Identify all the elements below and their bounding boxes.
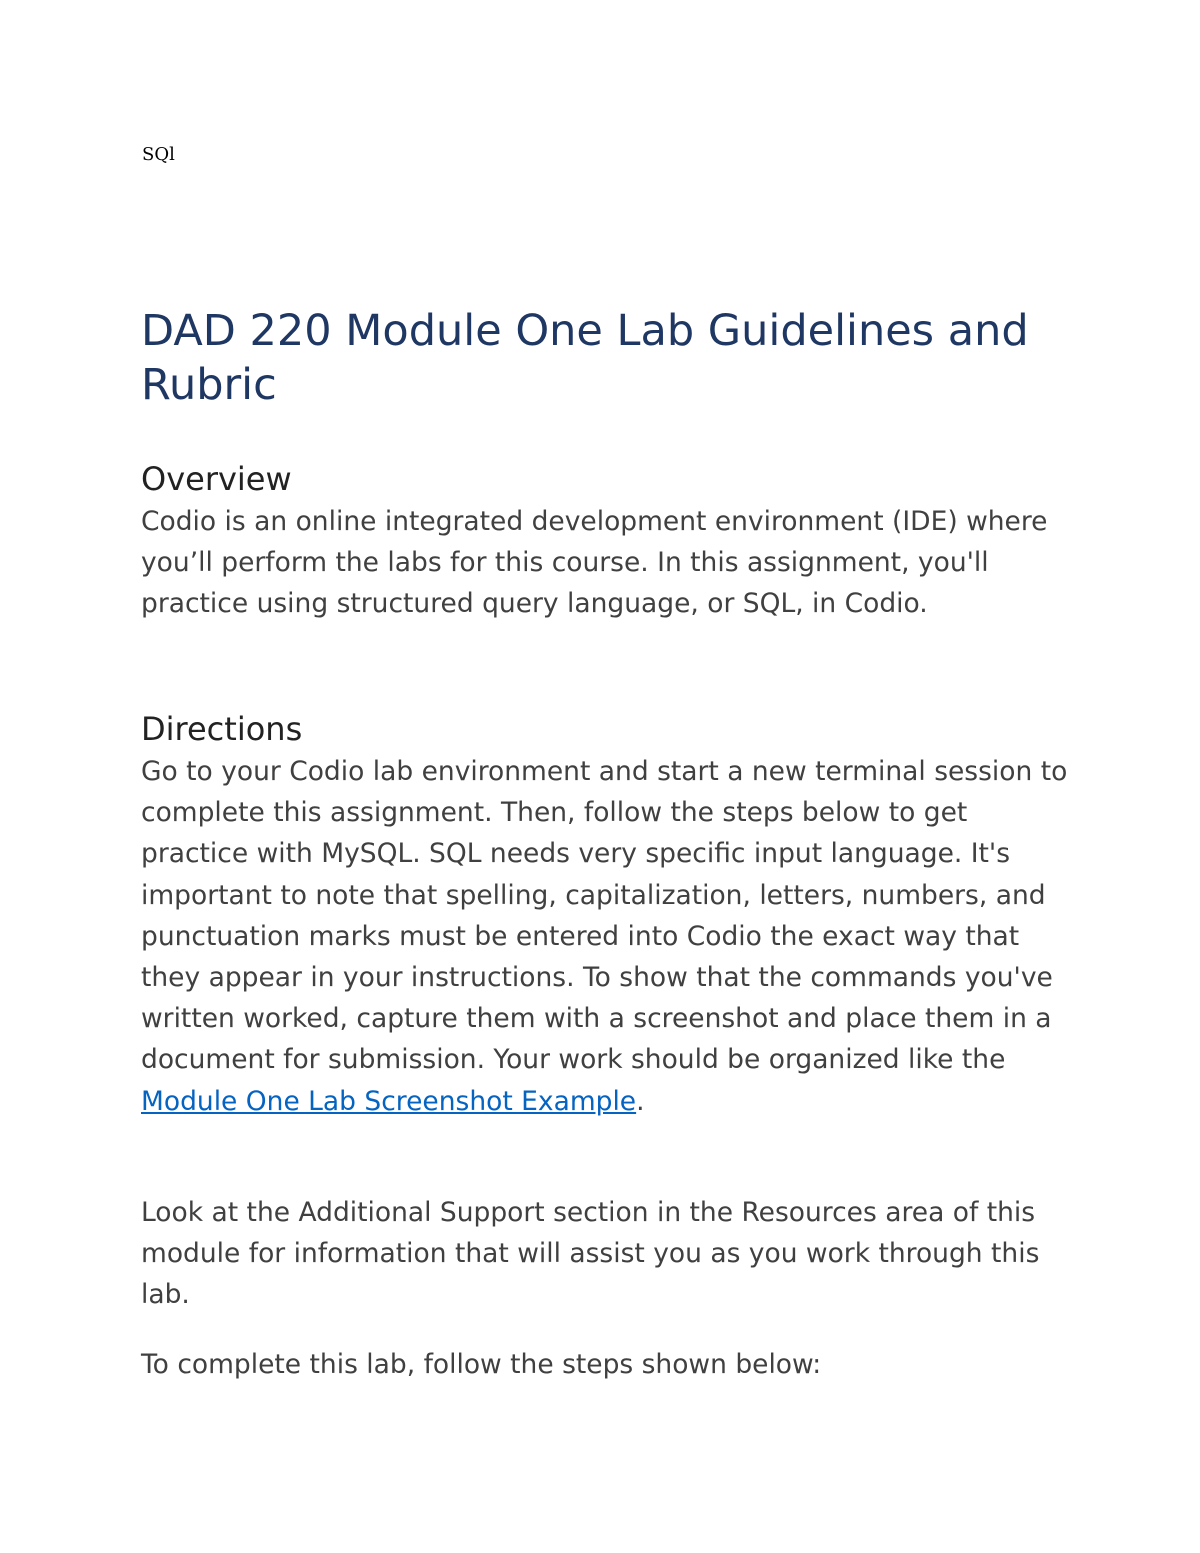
document-title: DAD 220 Module One Lab Guidelines and Rubric — [141, 306, 1029, 410]
steps-intro-paragraph: To complete this lab, follow the steps shown below: — [141, 1349, 822, 1380]
directions-paragraph — [141, 751, 1071, 1122]
support-paragraph: Look at the Additional Support section in the Resources area of this module for information that will assist you as you work through this lab. — [141, 1197, 1040, 1311]
directions-text-end: . — [636, 1085, 645, 1117]
screenshot-example-link[interactable]: Module One Lab Screenshot Example — [141, 1085, 637, 1117]
header-text: SQl — [142, 144, 175, 165]
overview-heading: Overview — [141, 460, 292, 498]
support-section — [141, 1192, 1071, 1316]
overview-section — [141, 458, 1071, 625]
directions-text: Go to your Codio lab environment and start a new terminal session to complete this assignment. Then, follow the steps below to get practice with MySQL. SQL needs very specific input language. It's important to note that spelling, capitalization, letters, numbers, and punctuation marks must be entered into Codio the exact way that they appear in your instructions. To show that the commands you've written worked, capture them with a screenshot and place them in a document for submission. Your work should be organized like the — [141, 756, 1068, 1076]
directions-section — [141, 708, 1071, 1122]
overview-paragraph: Codio is an online integrated development environment (IDE) where you’ll perform the labs for this course. In this assignment, you'll practice using structured query language, or SQL, in Codio. — [141, 506, 1048, 620]
steps-intro-section — [141, 1344, 1071, 1385]
directions-heading: Directions — [141, 710, 303, 748]
